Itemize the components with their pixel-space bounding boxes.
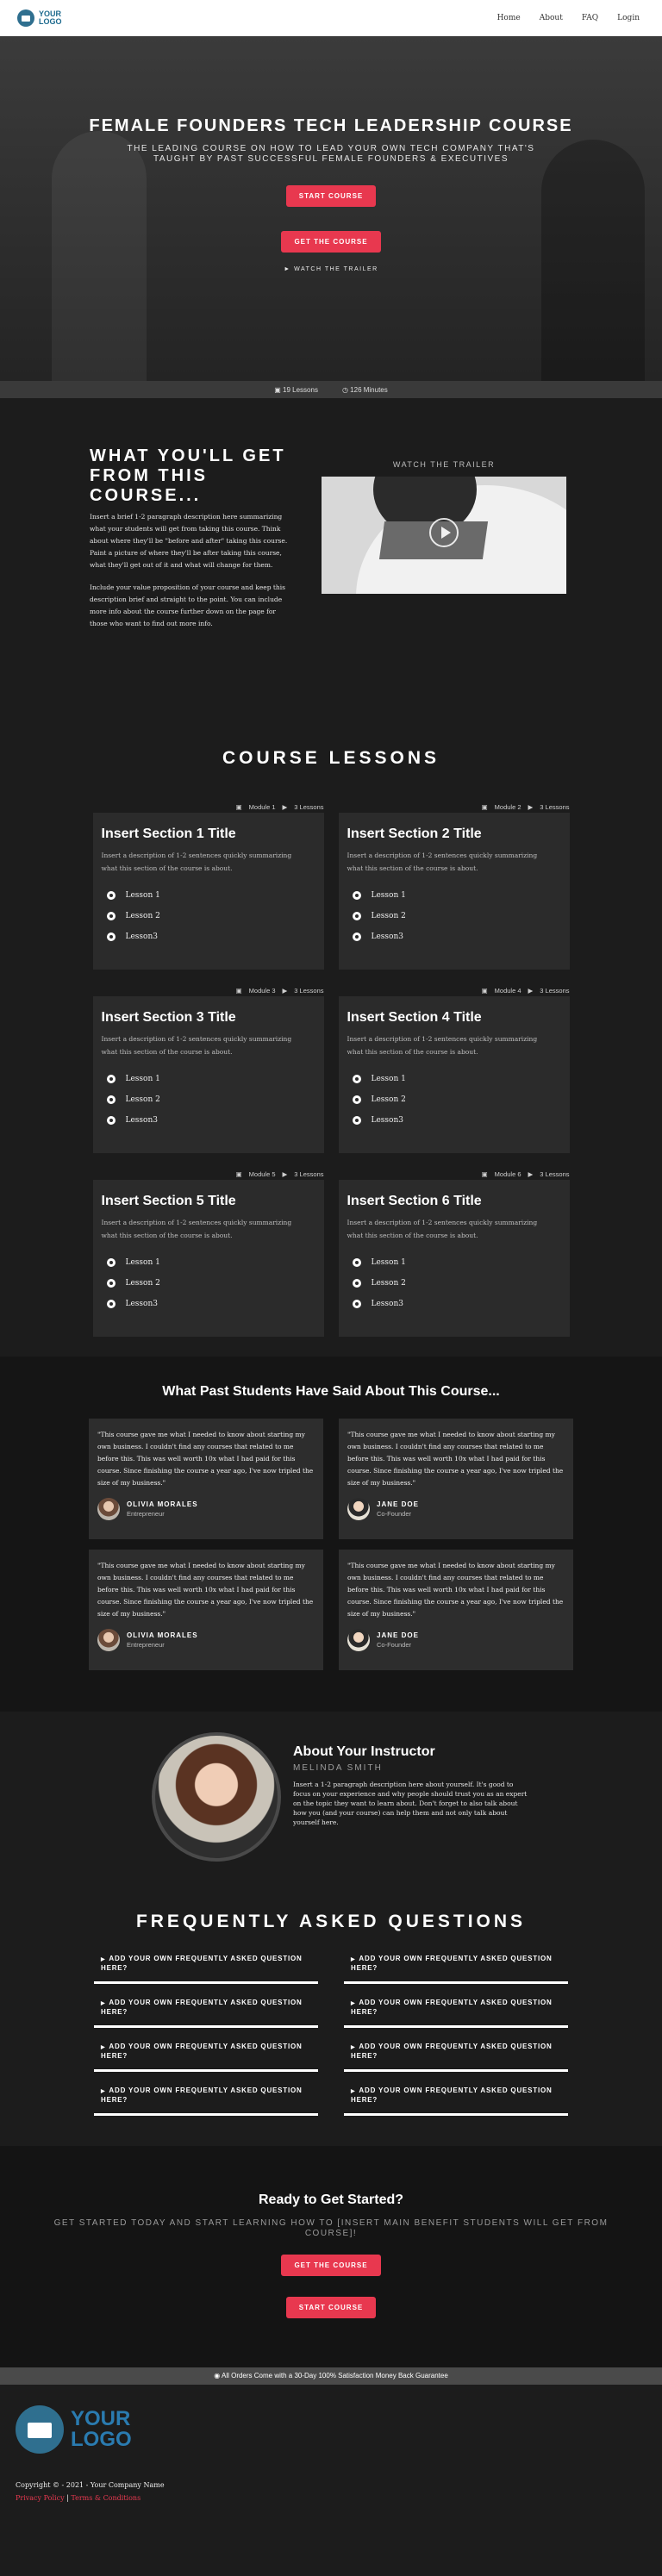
module-block bbox=[339, 801, 570, 970]
copyright: Copyright © - 2021 - Your Company Name bbox=[16, 2481, 165, 2489]
what-you-get-title: WHAT YOU'LL GET FROM THIS COURSE... bbox=[90, 446, 286, 505]
faq-item[interactable] bbox=[94, 2043, 318, 2072]
module-lesson-count: 3 Lessons bbox=[540, 803, 570, 811]
lesson-label: Lesson 2 bbox=[125, 1095, 160, 1104]
lesson-item[interactable] bbox=[347, 906, 561, 926]
lesson-item[interactable] bbox=[347, 1294, 561, 1314]
caret-right-icon: ▶ bbox=[101, 2089, 106, 2094]
trailer-column bbox=[322, 446, 566, 714]
module-lesson-count: 3 Lessons bbox=[294, 803, 324, 811]
module-card[interactable] bbox=[93, 996, 324, 1153]
caret-right-icon: ▶ bbox=[351, 2089, 356, 2094]
footer-logo-text bbox=[71, 2409, 132, 2450]
play-circle-icon: ▶ bbox=[282, 1170, 288, 1178]
module-lesson-count: 3 Lessons bbox=[294, 1170, 324, 1178]
footer-logo[interactable] bbox=[16, 2405, 662, 2454]
avatar bbox=[347, 1498, 370, 1520]
lesson-bullet-icon bbox=[107, 1300, 116, 1308]
module-lesson-count: 3 Lessons bbox=[540, 987, 570, 995]
instructor-title: About Your Instructor bbox=[293, 1744, 435, 1759]
logo-line2: LOGO bbox=[39, 17, 62, 26]
module-meta bbox=[93, 1169, 324, 1180]
play-circle-icon: ▶ bbox=[528, 987, 534, 995]
module-title: Insert Section 3 Title bbox=[101, 1010, 236, 1025]
module-lesson-count: 3 Lessons bbox=[294, 987, 324, 995]
lesson-bullet-icon bbox=[353, 912, 361, 920]
lesson-label: Lesson3 bbox=[371, 1116, 403, 1125]
module-card[interactable] bbox=[93, 1180, 324, 1337]
hero-section bbox=[0, 36, 662, 381]
lesson-label: Lesson3 bbox=[371, 1300, 403, 1308]
header-logo[interactable] bbox=[17, 9, 62, 27]
lesson-bullet-icon bbox=[353, 1095, 361, 1104]
faq-question: ADD YOUR OWN FREQUENTLY ASKED QUESTION HERE? bbox=[101, 2043, 303, 2060]
module-label: Module 2 bbox=[494, 803, 521, 811]
caret-right-icon: ▶ bbox=[351, 2001, 356, 2006]
lesson-label: Lesson3 bbox=[125, 932, 158, 941]
logo-badge-icon bbox=[16, 2405, 64, 2454]
what-you-get-text bbox=[90, 446, 292, 714]
testimonial-role: Co-Founder bbox=[377, 1641, 412, 1649]
nav-login[interactable]: Login bbox=[617, 14, 640, 22]
lesson-item[interactable] bbox=[347, 1089, 561, 1110]
instructor-name: MELINDA SMITH bbox=[293, 1763, 383, 1773]
testimonials-section bbox=[0, 1357, 662, 1712]
guarantee-text: All Orders Come with a 30-Day 100% Satisfaction Money Back Guarantee bbox=[221, 2372, 448, 2380]
lesson-bullet-icon bbox=[107, 1075, 116, 1083]
testimonial-name: OLIVIA MORALES bbox=[127, 1500, 198, 1508]
nav-faq[interactable]: FAQ bbox=[581, 14, 599, 22]
start-course-button[interactable]: START COURSE bbox=[286, 185, 377, 207]
logo-badge-icon bbox=[17, 9, 34, 27]
footer-link-separator: | bbox=[66, 2494, 69, 2502]
faq-question: ADD YOUR OWN FREQUENTLY ASKED QUESTION HERE? bbox=[351, 1999, 553, 2016]
footer-links bbox=[16, 2494, 662, 2502]
instructor-bio: Insert a 1-2 paragraph description here about yourself. It's good to focus on your experience and why people should trust you as an expert on the topic they want to learn about. Don't forget to also talk about how you (and your course) can help them and not only talk about yourself here. bbox=[293, 1781, 528, 1826]
guarantee-bar bbox=[0, 2367, 662, 2385]
testimonial-name: JANE DOE bbox=[377, 1631, 419, 1639]
module-label: Module 1 bbox=[248, 803, 276, 811]
lesson-item[interactable] bbox=[102, 1089, 315, 1110]
testimonial-card bbox=[89, 1550, 323, 1670]
get-course-button[interactable]: GET THE COURSE bbox=[281, 2255, 380, 2276]
avatar bbox=[347, 1629, 370, 1651]
lesson-bullet-icon bbox=[353, 1258, 361, 1267]
footer-logo-line1: YOUR bbox=[71, 2407, 131, 2430]
what-you-get-section bbox=[0, 398, 662, 714]
caret-right-icon: ▶ bbox=[351, 2045, 356, 2050]
nav-about[interactable]: About bbox=[539, 14, 563, 22]
module-title: Insert Section 2 Title bbox=[347, 826, 482, 841]
testimonial-role: Entrepreneur bbox=[127, 1641, 165, 1649]
module-label: Module 5 bbox=[248, 1170, 276, 1178]
module-block bbox=[93, 1169, 324, 1337]
stat-lessons bbox=[274, 386, 318, 394]
hero-title: FEMALE FOUNDERS TECH LEADERSHIP COURSE bbox=[89, 116, 573, 135]
what-you-get-para1: Insert a brief 1-2 paragraph description here summarizing what your students will get from taking this course. Think about where they'll be "before and after" taking this course. Paint a picture of where they'll be after taking this course, what they'll get out of it and what will change for them. bbox=[90, 513, 288, 569]
watch-trailer-label: WATCH THE TRAILER bbox=[294, 266, 378, 272]
lesson-item[interactable] bbox=[102, 1069, 315, 1089]
trailer-video[interactable] bbox=[322, 477, 566, 594]
lesson-label: Lesson 2 bbox=[371, 1095, 406, 1104]
module-meta bbox=[339, 1169, 570, 1180]
testimonial-author bbox=[97, 1629, 315, 1651]
testimonial-quote: "This course gave me what I needed to know about starting my own business. I couldn't find any courses that related to me before this. This was well worth 10x what I had paid for this course. Since finishing the course a year ago, I've now tripled the size of my business." bbox=[347, 1431, 564, 1487]
testimonial-name: OLIVIA MORALES bbox=[127, 1631, 198, 1639]
module-meta bbox=[93, 985, 324, 996]
module-label: Module 4 bbox=[494, 987, 521, 995]
logo-text bbox=[39, 10, 62, 26]
shield-check-icon: ◉ bbox=[214, 2372, 221, 2380]
what-you-get-para2: Include your value proposition of your course and keep this description brief and straight to the point. You can include more info about the course further down on the page for those who want to find out more info. bbox=[90, 583, 285, 627]
testimonial-quote: "This course gave me what I needed to know about starting my own business. I couldn't find any courses that related to me before this. This was well worth 10x what I had paid for this course. Since finishing the course a year ago, I've now tripled the size of my business." bbox=[97, 1431, 314, 1487]
module-description: Insert a description of 1-2 sentences quickly summarizing what this section of the course is about. bbox=[347, 851, 538, 872]
lesson-item[interactable] bbox=[102, 1110, 315, 1131]
modules-grid bbox=[93, 801, 570, 1337]
testimonial-quote: "This course gave me what I needed to know about starting my own business. I couldn't find any courses that related to me before this. This was well worth 10x what I had paid for this course. Since finishing the course a year ago, I've now tripled the size of my business." bbox=[347, 1562, 564, 1618]
lesson-bullet-icon bbox=[107, 891, 116, 900]
get-course-button[interactable]: GET THE COURSE bbox=[281, 231, 380, 253]
module-block bbox=[93, 801, 324, 970]
faq-item[interactable] bbox=[94, 1955, 318, 1984]
lesson-item[interactable] bbox=[347, 926, 561, 947]
faq-item[interactable] bbox=[94, 1999, 318, 2028]
avatar bbox=[97, 1498, 120, 1520]
faq-question: ADD YOUR OWN FREQUENTLY ASKED QUESTION HERE? bbox=[351, 1955, 553, 1972]
module-meta bbox=[93, 801, 324, 813]
testimonial-card bbox=[89, 1419, 323, 1539]
nav-home[interactable]: Home bbox=[496, 14, 521, 22]
lesson-label: Lesson 2 bbox=[125, 1279, 160, 1288]
lesson-label: Lesson 2 bbox=[125, 912, 160, 920]
module-block bbox=[339, 985, 570, 1153]
lesson-list bbox=[347, 1069, 561, 1131]
testimonial-role: Entrepreneur bbox=[127, 1510, 165, 1518]
module-description: Insert a description of 1-2 sentences quickly summarizing what this section of the course is about. bbox=[101, 851, 292, 872]
faq-item[interactable] bbox=[344, 1999, 568, 2028]
lesson-list bbox=[347, 885, 561, 947]
lesson-item[interactable] bbox=[347, 1273, 561, 1294]
lesson-item[interactable] bbox=[347, 885, 561, 906]
lesson-item[interactable] bbox=[102, 885, 315, 906]
lesson-item[interactable] bbox=[347, 1069, 561, 1089]
lesson-bullet-icon bbox=[107, 1258, 116, 1267]
video-camera-icon: ▣ bbox=[235, 987, 242, 995]
instructor-section bbox=[0, 1712, 662, 1884]
stat-minutes bbox=[342, 386, 388, 394]
faq-item[interactable] bbox=[344, 1955, 568, 1984]
lesson-label: Lesson 1 bbox=[125, 891, 160, 900]
module-card[interactable] bbox=[339, 996, 570, 1153]
privacy-policy-link[interactable]: Privacy Policy bbox=[16, 2494, 65, 2502]
hero-background-figure bbox=[541, 140, 645, 381]
module-lesson-count: 3 Lessons bbox=[540, 1170, 570, 1178]
lesson-label: Lesson 1 bbox=[371, 891, 406, 900]
lesson-bullet-icon bbox=[353, 1116, 361, 1125]
lesson-item[interactable] bbox=[102, 906, 315, 926]
testimonial-name: JANE DOE bbox=[377, 1500, 419, 1508]
course-stats-bar bbox=[0, 381, 662, 398]
lesson-label: Lesson3 bbox=[125, 1300, 158, 1308]
faq-title: FREQUENTLY ASKED QUESTIONS bbox=[135, 1912, 527, 1931]
module-title: Insert Section 6 Title bbox=[347, 1194, 482, 1208]
lesson-bullet-icon bbox=[107, 1116, 116, 1125]
lesson-label: Lesson3 bbox=[371, 932, 403, 941]
watch-trailer-link[interactable] bbox=[0, 266, 662, 272]
video-camera-icon: ▣ bbox=[481, 1170, 488, 1178]
lesson-bullet-icon bbox=[107, 1279, 116, 1288]
stat-lessons-label: 19 Lessons bbox=[283, 385, 318, 394]
lesson-bullet-icon bbox=[353, 1075, 361, 1083]
lesson-label: Lesson 2 bbox=[371, 1279, 406, 1288]
testimonial-card bbox=[339, 1550, 573, 1670]
faq-section bbox=[0, 1884, 662, 2146]
module-label: Module 3 bbox=[248, 987, 276, 995]
play-circle-icon: ▶ bbox=[282, 987, 288, 995]
site-header bbox=[0, 0, 662, 36]
testimonial-card bbox=[339, 1419, 573, 1539]
caret-right-icon: ▶ bbox=[101, 2001, 106, 2006]
lesson-label: Lesson 1 bbox=[125, 1258, 160, 1267]
footer-logo-line2: LOGO bbox=[71, 2428, 132, 2451]
lesson-list bbox=[347, 1252, 561, 1314]
caret-right-icon: ▶ bbox=[101, 2045, 106, 2050]
module-description: Insert a description of 1-2 sentences quickly summarizing what this section of the course is about. bbox=[347, 1035, 538, 1056]
testimonial-author bbox=[347, 1498, 565, 1520]
caret-right-icon: ▶ bbox=[351, 1957, 356, 1962]
video-camera-icon: ▣ bbox=[481, 987, 488, 995]
play-circle-icon: ► bbox=[284, 266, 291, 272]
lesson-bullet-icon bbox=[107, 1095, 116, 1104]
lesson-label: Lesson 2 bbox=[371, 912, 406, 920]
course-lessons-section bbox=[0, 714, 662, 1357]
module-block bbox=[93, 985, 324, 1153]
faq-item[interactable] bbox=[344, 2086, 568, 2116]
faq-question: ADD YOUR OWN FREQUENTLY ASKED QUESTION HERE? bbox=[101, 1999, 303, 2016]
module-block bbox=[339, 1169, 570, 1337]
faq-question: ADD YOUR OWN FREQUENTLY ASKED QUESTION HERE? bbox=[351, 2043, 553, 2060]
module-card[interactable] bbox=[339, 1180, 570, 1337]
lesson-bullet-icon bbox=[353, 1279, 361, 1288]
module-title: Insert Section 5 Title bbox=[101, 1194, 236, 1208]
trailer-label: WATCH THE TRAILER bbox=[392, 460, 496, 469]
faq-question: ADD YOUR OWN FREQUENTLY ASKED QUESTION HERE? bbox=[101, 2086, 303, 2104]
module-card[interactable] bbox=[93, 813, 324, 970]
video-camera-icon: ▣ bbox=[274, 385, 281, 394]
stat-minutes-label: 126 Minutes bbox=[350, 385, 388, 394]
instructor-text bbox=[293, 1744, 531, 1827]
lesson-bullet-icon bbox=[353, 891, 361, 900]
lesson-label: Lesson 1 bbox=[371, 1075, 406, 1083]
logo-line1: YOUR bbox=[39, 9, 62, 18]
testimonial-author bbox=[347, 1629, 565, 1651]
lesson-bullet-icon bbox=[107, 912, 116, 920]
instructor-photo bbox=[152, 1732, 281, 1862]
site-footer bbox=[0, 2385, 662, 2553]
faq-item[interactable] bbox=[344, 2043, 568, 2072]
cta-subtitle: GET STARTED TODAY AND START LEARNING HOW TO [INSERT MAIN BENEFIT STUDENTS WILL GET FROM COURSE]! bbox=[53, 2218, 609, 2238]
testimonials-grid bbox=[89, 1419, 573, 1670]
testimonials-title: What Past Students Have Said About This Course... bbox=[162, 1384, 500, 1399]
module-card[interactable] bbox=[339, 813, 570, 970]
lesson-item[interactable] bbox=[102, 926, 315, 947]
video-camera-icon: ▣ bbox=[235, 803, 242, 811]
play-circle-icon: ▶ bbox=[528, 803, 534, 811]
lesson-list bbox=[102, 1252, 315, 1314]
lesson-item[interactable] bbox=[347, 1110, 561, 1131]
lesson-label: Lesson 1 bbox=[125, 1075, 160, 1083]
lesson-item[interactable] bbox=[102, 1273, 315, 1294]
hero-subtitle: THE LEADING COURSE ON HOW TO LEAD YOUR OWN TECH COMPANY THAT'S TAUGHT BY PAST SUCCESSFUL FEMALE FOUNDERS & EXECUTIVES bbox=[127, 144, 535, 164]
testimonial-quote: "This course gave me what I needed to know about starting my own business. I couldn't find any courses that related to me before this. This was well worth 10x what I had paid for this course. Since finishing the course a year ago, I've now tripled the size of my business." bbox=[97, 1562, 314, 1618]
testimonial-role: Co-Founder bbox=[377, 1510, 412, 1518]
lessons-title: COURSE LESSONS bbox=[222, 748, 440, 768]
video-camera-icon: ▣ bbox=[481, 803, 488, 811]
module-description: Insert a description of 1-2 sentences quickly summarizing what this section of the course is about. bbox=[101, 1035, 292, 1056]
module-title: Insert Section 4 Title bbox=[347, 1010, 482, 1025]
play-circle-icon: ▶ bbox=[528, 1170, 534, 1178]
module-description: Insert a description of 1-2 sentences quickly summarizing what this section of the course is about. bbox=[347, 1219, 538, 1239]
lesson-label: Lesson3 bbox=[125, 1116, 158, 1125]
lesson-list bbox=[102, 1069, 315, 1131]
avatar bbox=[97, 1629, 120, 1651]
faq-question: ADD YOUR OWN FREQUENTLY ASKED QUESTION HERE? bbox=[101, 1955, 303, 1972]
start-course-button[interactable]: START COURSE bbox=[286, 2297, 377, 2318]
lesson-item[interactable] bbox=[347, 1252, 561, 1273]
module-title: Insert Section 1 Title bbox=[101, 826, 236, 841]
main-nav bbox=[497, 14, 640, 22]
caret-right-icon: ▶ bbox=[101, 1957, 106, 1962]
lesson-item[interactable] bbox=[102, 1252, 315, 1273]
terms-link[interactable]: Terms & Conditions bbox=[71, 2494, 141, 2502]
lesson-list bbox=[102, 885, 315, 947]
cta-title: Ready to Get Started? bbox=[258, 2192, 404, 2207]
clock-icon: ◷ bbox=[341, 385, 348, 394]
lesson-item[interactable] bbox=[102, 1294, 315, 1314]
hero-background-figure bbox=[52, 131, 147, 381]
lesson-label: Lesson 1 bbox=[371, 1258, 406, 1267]
faq-grid bbox=[94, 1955, 568, 2116]
play-circle-icon: ▶ bbox=[282, 803, 288, 811]
module-label: Module 6 bbox=[494, 1170, 521, 1178]
testimonial-author bbox=[97, 1498, 315, 1520]
lesson-bullet-icon bbox=[353, 932, 361, 941]
module-meta bbox=[339, 801, 570, 813]
module-description: Insert a description of 1-2 sentences quickly summarizing what this section of the course is about. bbox=[101, 1219, 292, 1239]
faq-item[interactable] bbox=[94, 2086, 318, 2116]
cta-section bbox=[0, 2146, 662, 2367]
module-meta bbox=[339, 985, 570, 996]
faq-question: ADD YOUR OWN FREQUENTLY ASKED QUESTION HERE? bbox=[351, 2086, 553, 2104]
play-icon[interactable] bbox=[429, 518, 459, 547]
lesson-bullet-icon bbox=[107, 932, 116, 941]
lesson-bullet-icon bbox=[353, 1300, 361, 1308]
video-camera-icon: ▣ bbox=[235, 1170, 242, 1178]
